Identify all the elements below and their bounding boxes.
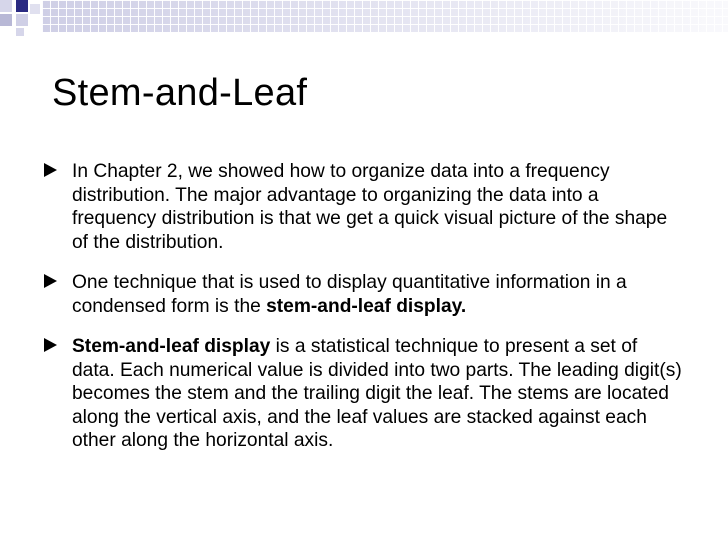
corner-square bbox=[16, 14, 28, 26]
bullet-item-2 bbox=[44, 271, 684, 318]
triangle-bullet-icon bbox=[44, 274, 57, 288]
slide-title: Stem-and-Leaf bbox=[52, 72, 308, 114]
bullet-text-plain: One technique that is used to display quantitative information in a condensed form is the bbox=[72, 272, 627, 317]
bullet-text bbox=[72, 335, 684, 453]
bullet-item-3 bbox=[44, 335, 684, 453]
bullet-text-plain: In Chapter 2, we showed how to organize data into a frequency distribution. The major advantage to organizing the data into a frequency distribution is that we get a quick visual picture of the shape of the distribution. bbox=[72, 161, 668, 253]
corner-square bbox=[0, 14, 12, 26]
corner-square-dark bbox=[16, 0, 28, 12]
bullet-text bbox=[72, 160, 684, 254]
bullet-list bbox=[44, 160, 684, 470]
corner-square bbox=[30, 4, 40, 14]
triangle-bullet-icon bbox=[44, 163, 57, 177]
corner-square bbox=[16, 28, 24, 36]
triangle-bullet-icon bbox=[44, 338, 57, 352]
bullet-text-bold: Stem-and-leaf display bbox=[72, 336, 271, 357]
corner-square bbox=[0, 0, 12, 12]
header-grid-pattern bbox=[42, 0, 728, 32]
header-decoration bbox=[0, 0, 728, 36]
bullet-item-1 bbox=[44, 160, 684, 254]
bullet-text-bold: stem-and-leaf display. bbox=[266, 295, 467, 317]
bullet-text-plain: is a statistical technique to present a set of data. Each numerical value is divided into two parts. The leading digit(s) becomes the stem and the trailing digit the leaf. The stems are located along the vertical axis, and the leaf values are stacked against each other along the horizontal axis. bbox=[72, 336, 682, 451]
bullet-text bbox=[72, 271, 684, 318]
